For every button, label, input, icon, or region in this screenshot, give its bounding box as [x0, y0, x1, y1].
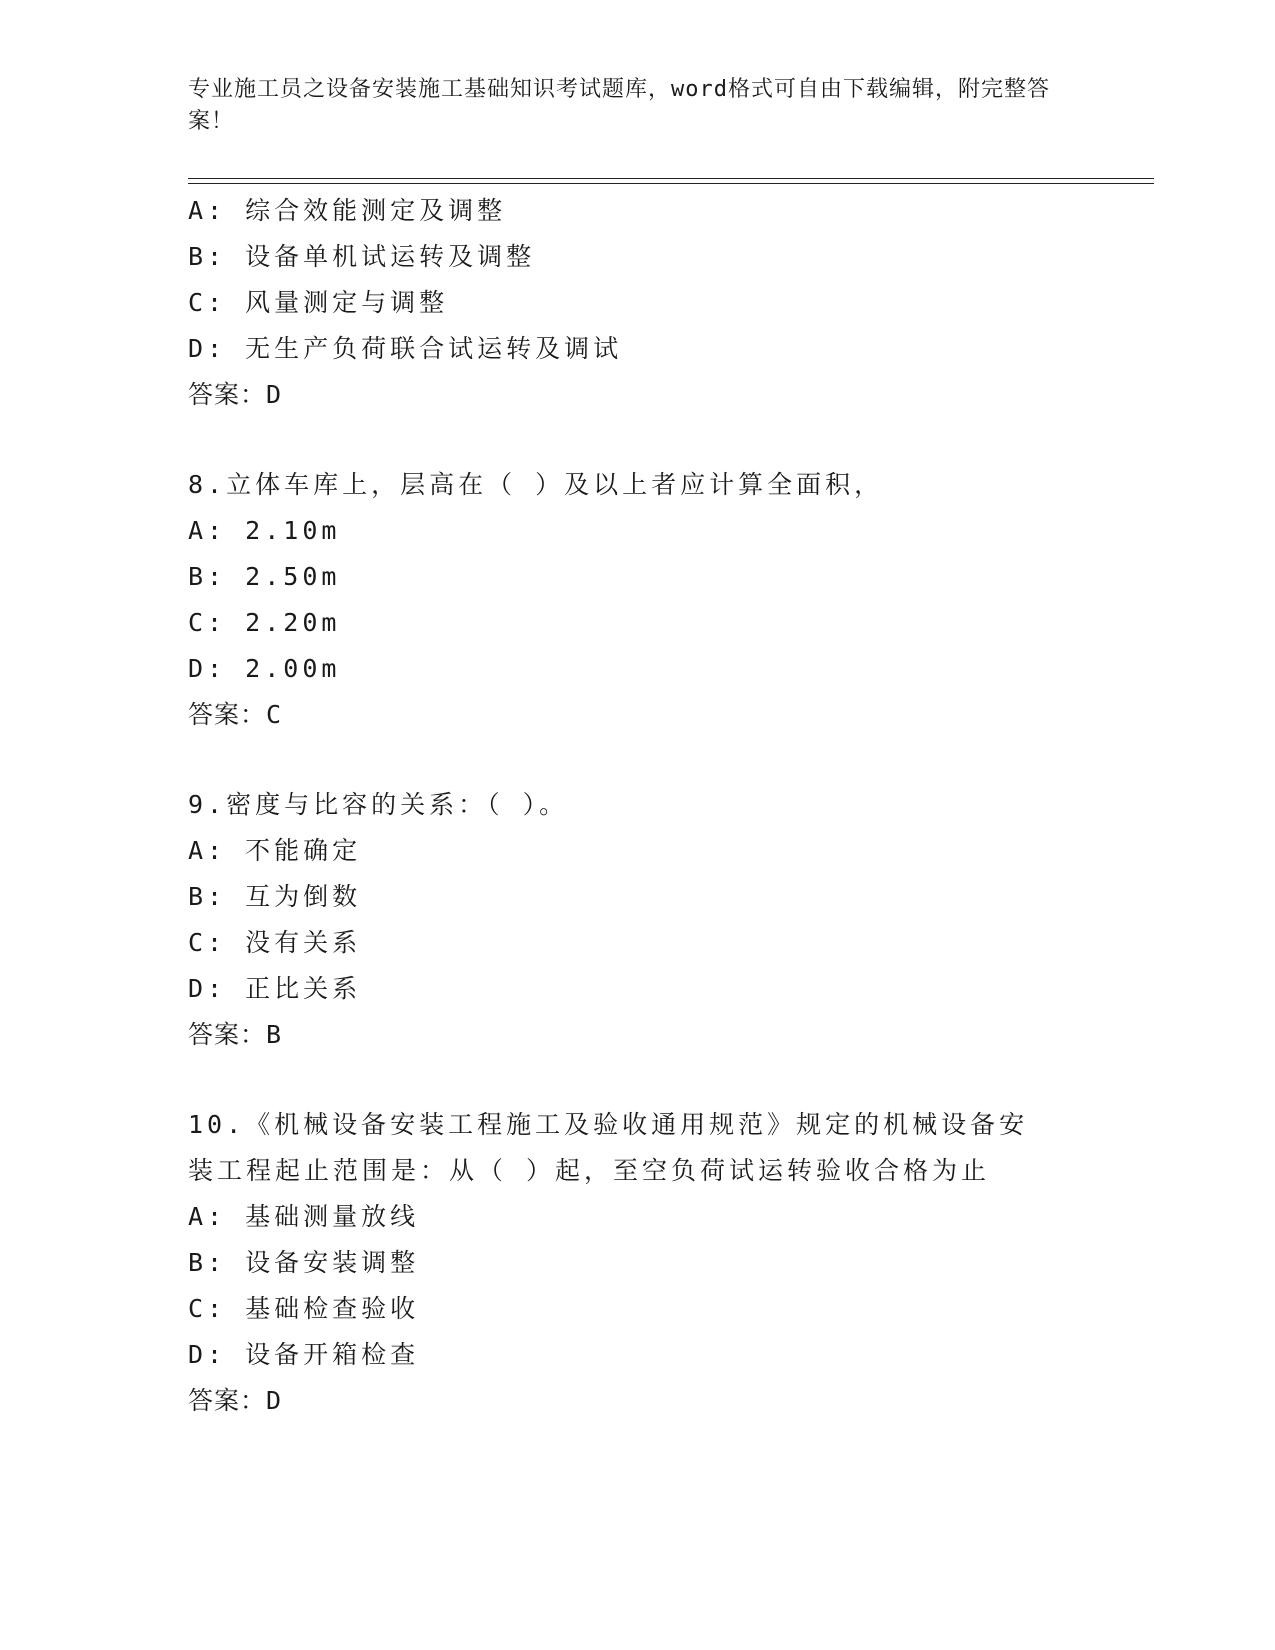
option-c	[188, 600, 1088, 646]
option-label: C:	[188, 1294, 227, 1323]
header-divider-top	[188, 178, 1154, 179]
answer-line	[188, 1012, 1088, 1058]
option-d	[188, 646, 1088, 692]
option-label: B:	[188, 882, 227, 911]
option-c	[188, 280, 1088, 326]
option-label: A:	[188, 196, 227, 225]
option-c	[188, 1286, 1088, 1332]
option-label: D:	[188, 334, 227, 363]
option-text: 设备单机试运转及调整	[245, 242, 536, 271]
header-divider-bottom	[188, 183, 1154, 184]
question-list	[188, 188, 1088, 1424]
answer-value: D	[266, 380, 283, 409]
answer-label: 答案：	[188, 380, 267, 409]
option-text: 风量测定与调整	[245, 288, 449, 317]
option-b	[188, 554, 1088, 600]
answer-line	[188, 692, 1088, 738]
option-text: 互为倒数	[245, 882, 362, 911]
answer-line	[188, 372, 1088, 418]
answer-value: C	[266, 700, 283, 729]
question-stem: 10.《机械设备安装工程施工及验收通用规范》规定的机械设备安装工程起止范围是：从（ ）起，至空负荷试运转验收合格为止	[188, 1110, 1029, 1185]
option-text: 无生产负荷联合试运转及调试	[245, 334, 623, 363]
option-a	[188, 188, 1088, 234]
option-label: A:	[188, 836, 227, 865]
option-text: 2.20m	[245, 608, 341, 637]
option-b	[188, 234, 1088, 280]
option-a	[188, 1194, 1088, 1240]
option-text: 综合效能测定及调整	[245, 196, 507, 225]
option-d	[188, 1332, 1088, 1378]
option-text: 2.50m	[245, 562, 341, 591]
question-stem: 9.密度与比容的关系：（ ）。	[188, 790, 569, 819]
option-label: B:	[188, 242, 227, 271]
question-block	[188, 188, 1088, 418]
answer-line	[188, 1378, 1088, 1424]
option-label: D:	[188, 654, 227, 683]
answer-value: D	[266, 1386, 283, 1415]
option-a	[188, 508, 1088, 554]
option-text: 设备开箱检查	[245, 1340, 420, 1369]
option-a	[188, 828, 1088, 874]
option-d	[188, 966, 1088, 1012]
option-label: B:	[188, 562, 227, 591]
option-text: 基础测量放线	[245, 1202, 420, 1231]
answer-value: B	[266, 1020, 283, 1049]
option-text: 2.00m	[245, 654, 341, 683]
option-c	[188, 920, 1088, 966]
option-text: 不能确定	[245, 836, 362, 865]
option-text: 2.10m	[245, 516, 341, 545]
option-label: C:	[188, 288, 227, 317]
question-block	[188, 1102, 1088, 1424]
document-header: 专业施工员之设备安装施工基础知识考试题库，word格式可自由下载编辑，附完整答案！	[188, 77, 1050, 134]
option-d	[188, 326, 1088, 372]
option-text: 基础检查验收	[245, 1294, 420, 1323]
question-block	[188, 462, 1088, 738]
question-stem: 8.立体车库上，层高在（ ）及以上者应计算全面积，	[188, 470, 884, 499]
question-block	[188, 782, 1088, 1058]
option-label: D:	[188, 974, 227, 1003]
option-label: A:	[188, 1202, 227, 1231]
option-label: C:	[188, 928, 227, 957]
answer-label: 答案：	[188, 1020, 267, 1049]
option-label: B:	[188, 1248, 227, 1277]
option-label: D:	[188, 1340, 227, 1369]
answer-label: 答案：	[188, 1386, 267, 1415]
option-text: 没有关系	[245, 928, 362, 957]
option-label: A:	[188, 516, 227, 545]
option-b	[188, 1240, 1088, 1286]
option-text: 设备安装调整	[245, 1248, 420, 1277]
option-label: C:	[188, 608, 227, 637]
option-text: 正比关系	[245, 974, 362, 1003]
answer-label: 答案：	[188, 700, 267, 729]
option-b	[188, 874, 1088, 920]
